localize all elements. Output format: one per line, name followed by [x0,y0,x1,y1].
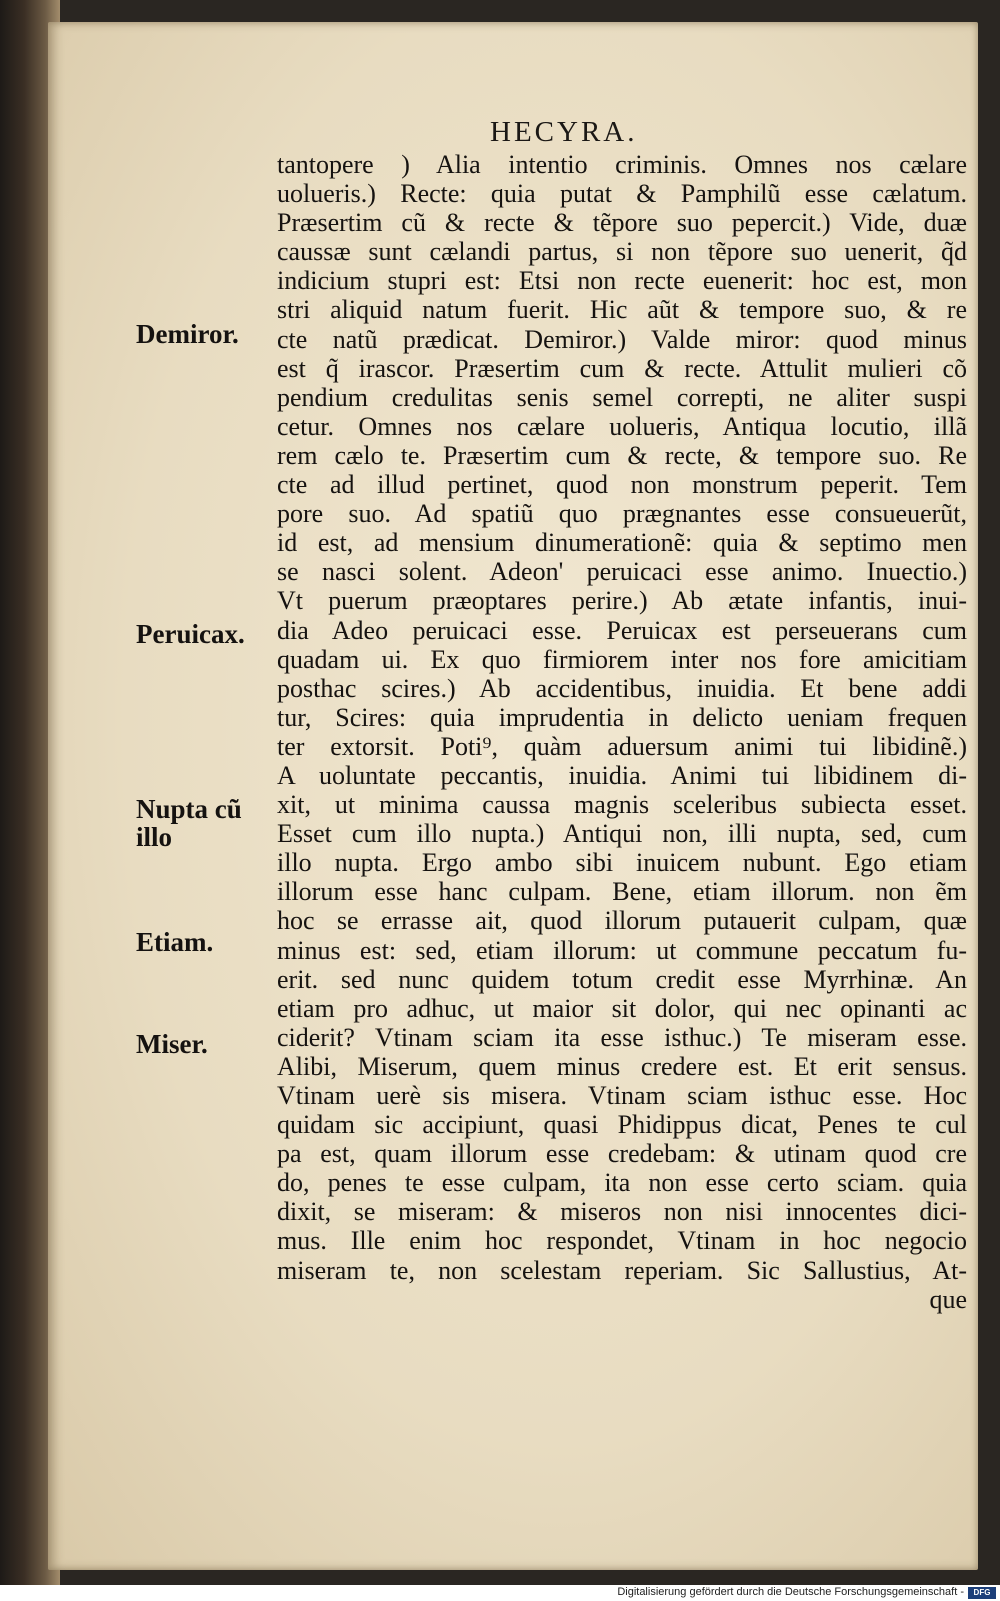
text-line: pendium credulitas senis semel correpti, ne aliter suspi [277,382,967,412]
text-line: uolueris.) Recte: quia putat & Pamphilũ esse cælatum. [277,179,967,209]
text-line: mus. Ille enim hoc respondet, Vtinam in hoc negocio [277,1226,967,1256]
text-line: A uoluntate peccantis, inuidia. Animi tui libidinem di- [277,760,967,790]
text-line: Vt puerum præoptares perire.) Ab ætate infantis, inui- [277,586,967,616]
margin-note-demiror: Demiror. [136,319,239,349]
text-line: quadam ui. Ex quo firmiorem inter nos fore amicitiam [277,644,967,674]
text-line: tur, Scires: quia imprudentia in delicto ueniam frequen [277,702,967,732]
margin-note-miser: Miser. [136,1029,208,1059]
margin-note-nupta-cum-illo: Nupta cũ illo [136,794,242,852]
text-line: tantopere ) Alia intentio criminis. Omnes nos cælare [277,150,967,179]
text-line: illorum esse hanc culpam. Bene, etiam illorum. non ẽm [277,877,967,907]
commentary-text [277,150,967,1314]
text-line: posthac scires.) Ab accidentibus, inuidia. Et bene addi [277,673,967,703]
text-line: quidam sic accipiunt, quasi Phidippus dicat, Penes te cul [277,1110,967,1140]
dfg-logo: DFG [968,1587,996,1599]
text-line: dia Adeo peruicaci esse. Peruicax est perseuerans cum [277,615,967,645]
text-line: illo nupta. Ergo ambo sibi inuicem nubunt. Ego etiam [277,848,967,878]
text-line: se nasci solent. Adeon' peruicaci esse animo. Inuectio.) [277,557,967,587]
text-line: erit. sed nunc quidem totum credit esse Myrrhinæ. An [277,964,967,994]
text-line: cte natũ prædicat. Demiror.) Valde miror: quod minus [277,324,967,354]
text-line: caussæ sunt cælandi partus, si non tẽpore suo uenerit, q̃d [277,237,967,267]
text-line: miseram te, non scelestam reperiam. Sic Sallustius, At- [277,1255,967,1285]
text-line: pore suo. Ad spatiũ quo prægnantes esse consueuerũt, [277,499,967,529]
text-line: indicium stupri est: Etsi non recte euenerit: hoc est, mon [277,266,967,296]
catchword: que [929,1284,967,1314]
text-line: stri aliquid natum fuerit. Hic aũt & tempore suo, & re [277,295,967,325]
text-line: est q̃ irascor. Præsertim cum & recte. Attulit mulieri cõ [277,353,967,383]
margin-note-etiam: Etiam. [136,927,214,957]
text-line: xit, ut minima caussa magnis sceleribus subiecta esset. [277,790,967,820]
text-line: Esset cum illo nupta.) Antiqui non, illi nupta, sed, cum [277,819,967,849]
text-line: ter extorsit. Poti⁹, quàm aduersum animi tui libidinẽ.) [277,731,967,761]
text-line: cetur. Omnes nos cælare uolueris, Antiqua locutio, illã [277,411,967,441]
text-line: ciderit? Vtinam sciam ita esse isthuc.) Te miseram esse. [277,1022,967,1052]
text-line: etiam pro adhuc, ut maior sit dolor, qui nec opinanti ac [277,993,967,1023]
text-line: do, penes te esse culpam, ita non esse certo sciam. quia [277,1168,967,1198]
digitization-footer [0,1585,1000,1601]
text-line: Alibi, Miserum, quem minus credere est. Et erit sensus. [277,1051,967,1081]
text-line: pa est, quam illorum esse credebam: & utinam quod cre [277,1139,967,1169]
running-header: HECYRA. [490,116,638,148]
text-line: minus est: sed, etiam illorum: ut commune peccatum fu- [277,935,967,965]
text-line: cte ad illud pertinet, quod non monstrum peperit. Tem [277,470,967,500]
text-line: rem cælo te. Præsertim cum & recte, & tempore suo. Re [277,440,967,470]
text-line: dixit, se miseram: & miseros non nisi innocentes dici- [277,1197,967,1227]
text-line: hoc se errasse ait, quod illorum putauerit culpam, quæ [277,906,967,936]
funding-credit: Digitalisierung gefördert durch die Deutsche Forschungsgemeinschaft - [617,1586,964,1598]
text-line: id est, ad mensium dinumerationẽ: quia & septimo men [277,528,967,558]
margin-note-peruicax: Peruicax. [136,619,245,649]
text-line: Præsertim cũ & recte & tẽpore suo pepercit.) Vide, duæ [277,208,967,238]
text-line: Vtinam uerè sis misera. Vtinam sciam isthuc esse. Hoc [277,1081,967,1110]
